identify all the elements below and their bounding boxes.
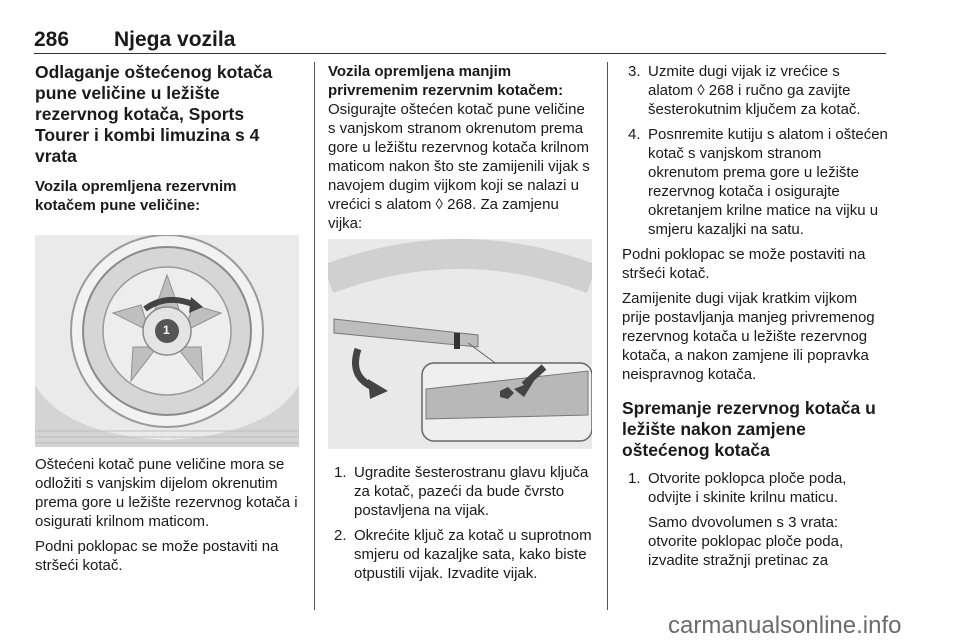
figure-callout: 1 [163, 323, 170, 337]
column-divider [314, 62, 315, 610]
page-header [34, 28, 886, 52]
column-divider [607, 62, 608, 610]
section-heading: Spremanje rezervnog kotača u ležište nakon zamjene oštećenog kotača [622, 398, 876, 460]
list-item: 2. Okrećite ključ za kotač u suprotnom smjeru od kazaljke sata, kako biste otpustili vijak. Izvadite vijak. [334, 527, 592, 582]
column-1 [35, 62, 300, 581]
spare-wheel-illustration [35, 235, 299, 447]
watermark: carmanualsonline.info [668, 612, 902, 639]
page-number: 286 [34, 28, 70, 51]
paragraph: Samo dvovolumen s 3 vrata: otvorite poklopac ploče poda, izvadite stražnji pretinac za [648, 514, 844, 569]
list-item: 4. Posпremite kutiju s alatom i oštećen kotač s vanjskom stranom okrenutom prema gore u ležište rezervnog kotača i osigurajte okretanjem krilne matice na vijku u smjeru kazaljki na satu. [628, 126, 888, 238]
list-item: 1. Otvorite poklopca ploče poda, odvijte i skinite krilnu maticu. [628, 470, 847, 506]
column-2 [328, 62, 596, 589]
paragraph: Osigurajte oštećen kotač pune veličine s vanjskom stranom okrenutom prema gore u ležištu rezervnog kotača krilnom maticom nakon što ste zamijenili vijak s navojem dugim vijkom koji se nalazi u vrećici s alatom ◊ 268. Za zamjenu vijka: [328, 101, 590, 232]
paragraph: Oštećeni kotač pune veličine mora se odložiti s vanjskim dijelom okrenutim prema gore u ležište rezervnog kotača i osigurati krilnom maticom. [35, 456, 298, 530]
list-item: 1. Ugradite šesterostranu glavu ključa za kotač, pazeći da bude čvrsto postavljena na vijak. [334, 464, 589, 519]
list-item: 3. Uzmite dugi vijak iz vrećice s alatom ◊ 268 i ručno ga zavijte šesterokutnim ključem za kotač. [628, 63, 861, 118]
subheading: Vozila opremljena manjim privremenim rezervnim kotačem: [328, 63, 564, 99]
header-rule [34, 53, 886, 54]
step-list [622, 62, 888, 239]
paragraph: Zamijenite dugi vijak kratkim vijkom prije postavljanja manjeg privremenog rezervnog kotača u ležište rezervnog kotača, a nakon zamjene ili popravka neispravnog kotača. [622, 290, 875, 383]
step-list [622, 469, 888, 507]
chapter-title: Njega vozila [114, 28, 236, 51]
paragraph: Podni poklopac se može postaviti na stršeći kotač. [622, 246, 866, 282]
step-list [328, 463, 596, 583]
section-heading: Odlaganje oštećenog kotača pune veličine u ležište rezervnog kotača, Sports Tourer i kombi limuzina s 4 vrata [35, 62, 273, 166]
column-3 [622, 62, 888, 576]
subheading: Vozila opremljena rezervnim kotačem pune veličine: [35, 178, 237, 214]
bolt-replacement-illustration [328, 239, 592, 449]
paragraph: Podni poklopac se može postaviti na stršeći kotač. [35, 538, 279, 574]
